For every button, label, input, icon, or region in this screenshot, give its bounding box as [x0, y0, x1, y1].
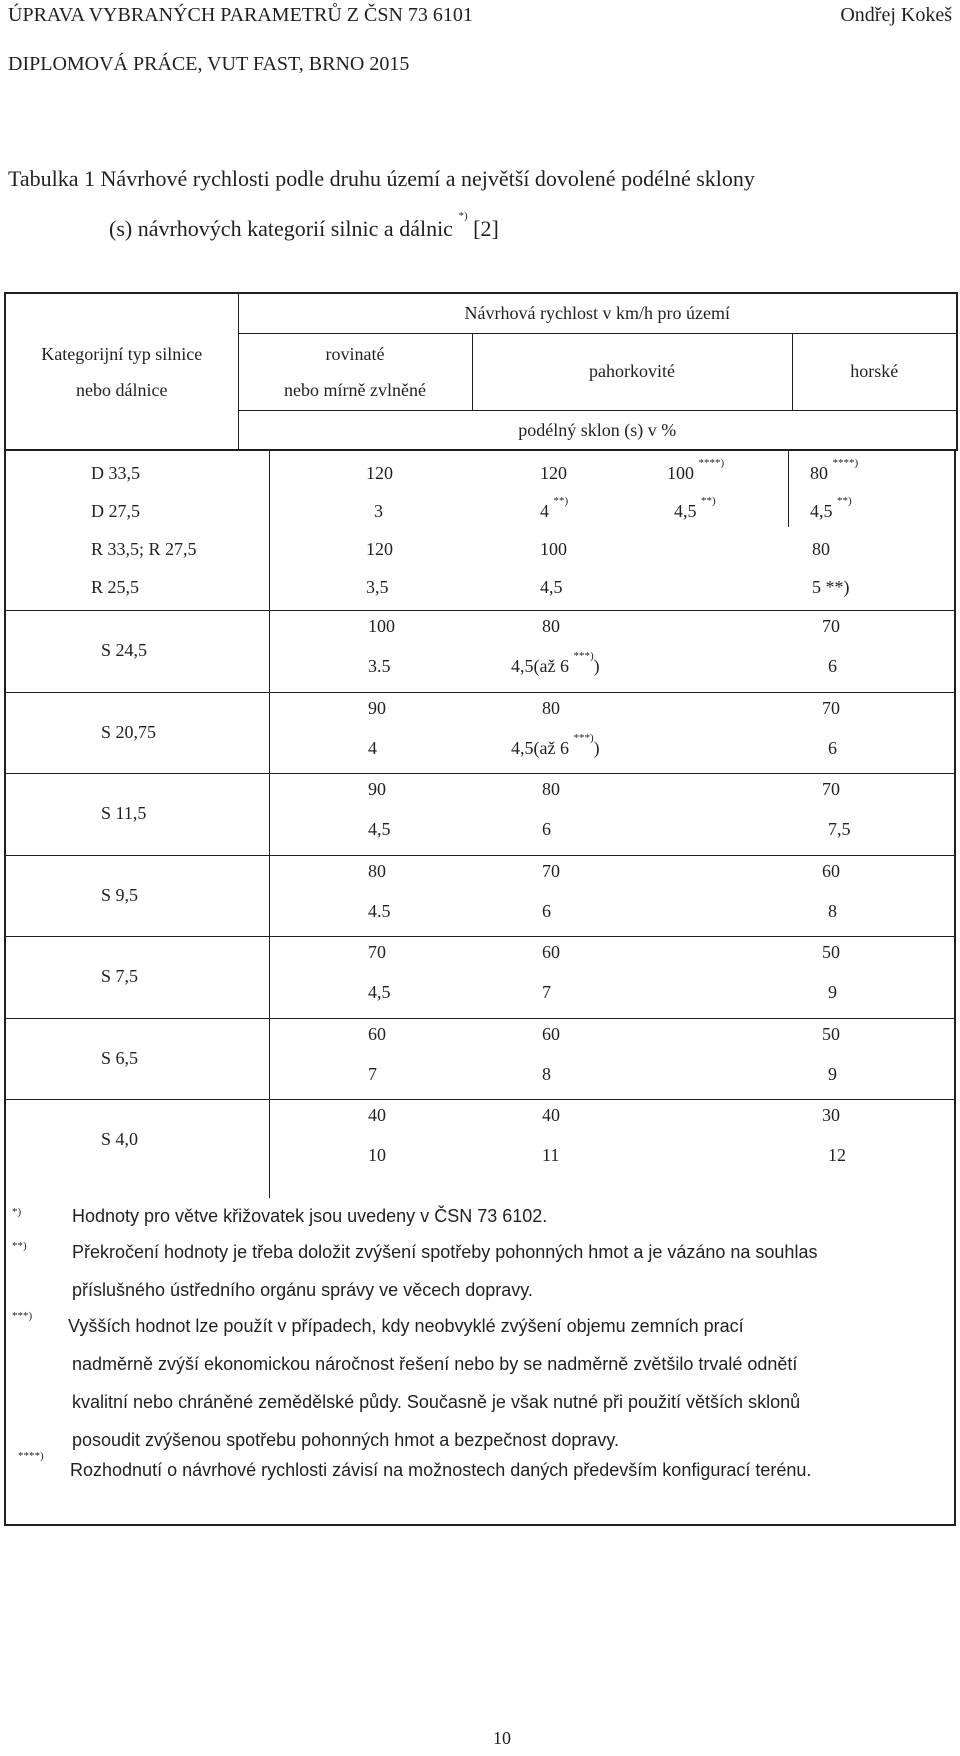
row-category: S 7,5	[101, 966, 139, 986]
slope-header-cell: podélný sklon (s) v %	[238, 410, 957, 450]
slope-value: 3.5	[368, 656, 391, 676]
footnote-text-line: nadměrně zvýší ekonomickou náročnost řešení nebo by se nadměrně zvětšilo trvalé odnětí	[72, 1354, 798, 1374]
footnote-text-line: kvalitní nebo chráněné zemědělské půdy. Současně je však nutné při použití větších sklonů	[72, 1392, 801, 1412]
row-category: S 4,0	[101, 1129, 139, 1149]
category-column-divider	[269, 451, 270, 1198]
slope-value: 8	[542, 1063, 551, 1084]
footnotes-box	[4, 1196, 956, 1526]
slope-value: 7	[542, 982, 551, 1002]
caption-text: (s) návrhových kategorií silnic a dálnic	[109, 216, 453, 241]
slope-value	[511, 731, 600, 759]
slope-value	[511, 650, 600, 677]
footnote-mark: ****)	[18, 1450, 44, 1462]
slope-value: 6	[828, 656, 837, 676]
header-row-span	[5, 293, 957, 333]
row-category: S 11,5	[101, 803, 147, 823]
row-r255-category: R 25,5	[91, 577, 140, 597]
slope-value-text: 4,5(až 6	[511, 737, 569, 758]
row-d275-mountain2-mark: **)	[837, 495, 852, 507]
speed-value: 60	[542, 1023, 560, 1044]
terrain-mountain-cell: horské	[792, 333, 957, 410]
simple-rows	[4, 451, 956, 611]
slope-footnote-mark: ***)	[573, 731, 594, 744]
slope-value: 11	[542, 1145, 560, 1165]
speed-value: 80	[542, 697, 560, 718]
speed-value: 80	[368, 860, 386, 881]
speed-value: 90	[368, 697, 386, 718]
row-d335-hilly: 120	[540, 463, 567, 483]
row-d335-mountain2-value: 80	[810, 463, 828, 483]
terrain-flat-cell	[238, 333, 472, 410]
footnote-mark: *)	[12, 1206, 22, 1218]
slope-value: 6	[542, 819, 551, 839]
row-separator	[4, 1018, 956, 1019]
footnote-text-line: posoudit zvýšenou spotřebu pohonných hmot a bezpečnost dopravy.	[72, 1430, 620, 1450]
speed-value: 70	[822, 779, 840, 799]
slope-value: 9	[828, 982, 837, 1002]
row-d275-mountain2-value: 4,5	[810, 501, 833, 521]
footnote-mark: ***)	[12, 1310, 33, 1322]
row-d275-hilly	[540, 495, 569, 522]
slope-close-paren: )	[593, 737, 600, 758]
category-header-cell	[5, 293, 238, 450]
slope-value-text: 4,5(až 6	[511, 656, 569, 676]
table-body	[4, 449, 956, 1196]
design-speed-table	[4, 292, 958, 451]
row-d335-mountain1	[667, 457, 725, 484]
row-category: S 9,5	[101, 884, 139, 905]
row-r255-flat: 3,5	[366, 577, 389, 597]
category-header-line2: nebo dálnice	[76, 379, 168, 400]
speed-value: 70	[822, 697, 840, 718]
running-header-author: Ondřej Kokeš	[840, 4, 952, 26]
row-d335-mountain2-mark: ****)	[832, 457, 859, 469]
speed-value: 40	[368, 1105, 386, 1125]
category-header-line1: Kategorijní typ silnice	[41, 343, 203, 364]
slope-value: 4	[368, 737, 377, 758]
speed-value: 70	[822, 616, 840, 636]
slope-close-paren: )	[593, 656, 600, 676]
row-d335-mountain1-mark: ****)	[698, 457, 725, 469]
row-separator	[4, 936, 956, 937]
slope-value: 4,5	[368, 819, 391, 839]
row-separator	[4, 692, 956, 693]
page-number: 10	[493, 1728, 511, 1748]
caption-footnote-mark: *)	[458, 210, 468, 222]
footnote-text-line: příslušného ústředního orgánu správy ve věcech dopravy.	[72, 1280, 533, 1300]
speed-value: 40	[542, 1105, 560, 1125]
table-caption-line1: Tabulka 1 Návrhové rychlosti podle druhu území a největší dovolené podélné sklony	[8, 166, 755, 191]
row-d335-mountain2	[810, 457, 859, 484]
footnote-mark: **)	[12, 1240, 27, 1252]
row-d275-flat: 3	[374, 501, 383, 521]
speed-value: 60	[368, 1023, 386, 1044]
row-d335-flat: 120	[366, 463, 393, 483]
speed-value: 60	[822, 860, 840, 881]
terrain-flat-line2: nebo mírně zvlněné	[284, 379, 426, 400]
speed-value: 50	[822, 1023, 840, 1044]
row-r335-mountain: 80	[812, 539, 830, 559]
row-r335-hilly: 100	[540, 539, 567, 559]
slope-value: 6	[828, 737, 837, 758]
row-separator	[4, 855, 956, 856]
speed-value: 70	[368, 942, 386, 962]
row-category: S 20,75	[101, 721, 157, 742]
row-d275-mountain1	[674, 495, 716, 522]
running-header-title: ÚPRAVA VYBRANÝCH PARAMETRŮ Z ČSN 73 6101	[8, 4, 473, 26]
row-separator	[4, 773, 956, 774]
slope-value: 9	[828, 1063, 837, 1084]
row-d275-mountain2	[810, 495, 852, 522]
row-r255-hilly: 4,5	[540, 577, 563, 597]
span-header-cell: Návrhová rychlost v km/h pro území	[238, 293, 957, 333]
terrain-hilly-cell: pahorkovité	[472, 333, 792, 410]
slope-value: 10	[368, 1145, 386, 1165]
slope-value: 6	[542, 900, 551, 921]
slope-footnote-mark: ***)	[573, 650, 594, 662]
slope-value: 4,5	[368, 982, 391, 1002]
speed-value: 80	[542, 616, 560, 636]
slope-value: 4.5	[368, 900, 391, 921]
footnote-text-line: Hodnoty pro větve křižovatek jsou uvedeny v ČSN 73 6102.	[72, 1206, 548, 1226]
running-header-thesis: DIPLOMOVÁ PRÁCE, VUT FAST, BRNO 2015	[8, 53, 410, 75]
row-d275-mountain1-value: 4,5	[674, 501, 697, 521]
row-separator	[4, 1099, 956, 1100]
row-d275-category: D 27,5	[91, 501, 140, 521]
row-category: S 24,5	[101, 640, 148, 660]
row-d335-category: D 33,5	[91, 463, 140, 483]
row-d275-hilly-value: 4	[540, 501, 549, 521]
footnote-text-line: Překročení hodnoty je třeba doložit zvýšení spotřeby pohonných hmot a je vázáno na souhlas	[72, 1242, 818, 1262]
slope-value: 8	[828, 900, 837, 921]
footnote-text-line: Vyšších hodnot lze použít v případech, kdy neobvyklé zvýšení objemu zemních prací	[68, 1316, 744, 1336]
slope-value: 7	[368, 1063, 377, 1084]
row-r255-mountain: 5 **)	[812, 577, 850, 597]
slope-value: 7,5	[828, 819, 851, 839]
caption-reference: [2]	[473, 216, 499, 241]
speed-value: 70	[542, 860, 560, 881]
speed-value: 100	[368, 616, 395, 636]
speed-value: 50	[822, 942, 840, 962]
speed-value: 90	[368, 779, 386, 799]
row-r335-category: R 33,5; R 27,5	[91, 539, 197, 559]
row-r335-flat: 120	[366, 539, 393, 559]
mountain-split-divider	[788, 451, 789, 527]
row-category: S 6,5	[101, 1047, 139, 1068]
speed-value: 30	[822, 1105, 840, 1125]
terrain-flat-line1: rovinaté	[325, 343, 385, 364]
footnote-text-line: Rozhodnutí o návrhové rychlosti závisí na možnostech daných především konfigurací terénu.	[70, 1460, 812, 1480]
row-d275-mountain1-mark: **)	[701, 495, 716, 507]
speed-value: 60	[542, 942, 560, 962]
row-d275-hilly-mark: **)	[553, 495, 569, 507]
slope-value: 12	[828, 1145, 846, 1165]
row-separator	[4, 610, 956, 611]
table-caption-line2	[109, 210, 499, 242]
speed-value: 80	[542, 779, 560, 799]
row-d335-mountain1-value: 100	[667, 463, 694, 483]
